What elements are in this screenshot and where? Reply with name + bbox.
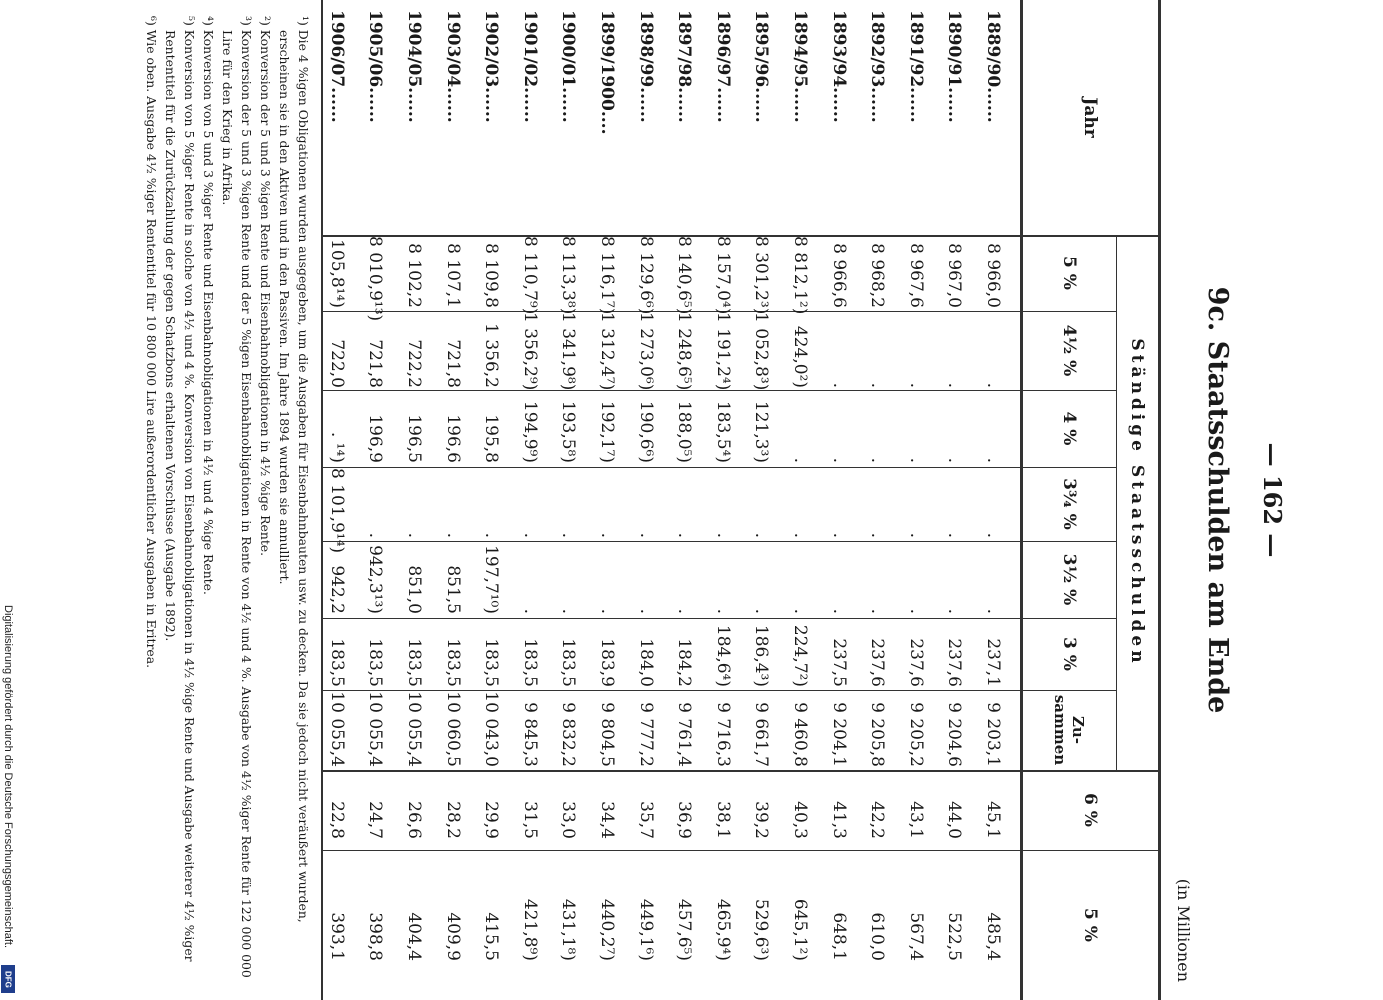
cell-c5b: 449,1⁶) <box>635 898 656 961</box>
cell-c35: . <box>674 608 695 614</box>
cell-c3: 237,6 <box>905 638 926 687</box>
cell-c5b: 485,4 <box>983 912 1003 961</box>
cell-c3: 183,5 <box>326 638 347 687</box>
cell-c5: 8 157,0⁴) <box>712 236 733 315</box>
cell-c3: 237,5 <box>828 638 849 687</box>
cell-c3: 237,6 <box>944 638 965 687</box>
cell-sum: 10 043,0 <box>481 691 502 767</box>
cell-c3: 184,2 <box>674 638 695 687</box>
cell-c6: 40,3 <box>790 801 810 839</box>
cell-sum: 10 055,4 <box>365 691 386 767</box>
footnotes <box>142 0 313 1000</box>
cell-year: 1897/98...... <box>674 10 695 123</box>
cell-c5: 105,8¹⁴) <box>326 239 347 308</box>
cell-c6: 36,9 <box>674 801 695 839</box>
cell-c3: 186,4³) <box>751 624 772 687</box>
cell-c4: 193,5⁸) <box>558 400 579 463</box>
table-row <box>393 0 434 1000</box>
cell-sum: 9 205,2 <box>905 702 926 767</box>
table-row <box>895 0 936 1000</box>
table-row <box>972 0 1013 1000</box>
header-5pct-b: 5 % <box>1080 908 1101 942</box>
cell-c35: . <box>828 608 849 614</box>
cell-c5: 8 109,8 <box>481 243 502 308</box>
cell-c4: . <box>905 457 926 463</box>
cell-c6: 38,1 <box>712 801 733 839</box>
cell-c45: 1 191,2⁴) <box>712 312 733 391</box>
cell-c3: 183,5 <box>519 638 540 687</box>
cell-c375: . <box>828 532 849 538</box>
cell-c45: 1 356,2 <box>481 323 502 388</box>
cell-c6: 45,1 <box>983 801 1003 839</box>
cell-sum: 9 845,3 <box>519 702 540 767</box>
cell-c5: 8 113,3⁸) <box>558 236 579 315</box>
cell-c4: 196,9 <box>365 414 386 463</box>
cell-c5: 8 010,9¹³) <box>365 236 386 322</box>
header-3-75pct: 3¾ % <box>1059 478 1080 530</box>
cell-c45: 1 273,0⁶) <box>635 312 656 391</box>
cell-sum: 10 055,4 <box>326 691 347 767</box>
cell-c45: 1 052,8³) <box>751 312 772 391</box>
cell-c3: 183,5 <box>404 638 424 687</box>
cell-c4: 194,9⁹) <box>519 400 540 463</box>
cell-c5b: 567,4 <box>905 912 926 961</box>
cell-c4: . ¹⁴) <box>326 431 347 463</box>
cell-c3: 183,5 <box>481 638 502 687</box>
cell-c6: 34,4 <box>597 801 617 839</box>
cell-c375: . <box>712 532 733 538</box>
cell-c375: . <box>983 532 1003 538</box>
cell-c45: . <box>867 382 888 388</box>
cell-year: 1891/92...... <box>905 10 926 123</box>
digitization-credit: Digitalisierung gefördert durch die Deutsche Forschungsgemeinschaft. <box>2 605 14 949</box>
table-row <box>586 0 627 1000</box>
cell-c375: . <box>790 532 810 538</box>
cell-year: 1906/07...... <box>326 10 347 123</box>
cell-year: 1899/1900.... <box>597 10 617 135</box>
cell-c3: 184,0 <box>635 638 656 687</box>
cell-year: 1902/03...... <box>481 10 502 123</box>
cell-c45: 721,8 <box>442 339 463 388</box>
cell-c5b: 398,8 <box>365 912 386 961</box>
cell-c375: . <box>519 532 540 538</box>
cell-c5b: 421,8⁹) <box>519 898 540 961</box>
cell-c45: 1 312,4⁷) <box>597 312 617 391</box>
cell-c375: . <box>751 532 772 538</box>
dfg-logo-icon: DFG <box>1 965 15 993</box>
page-subtitle: (in Millionen <box>1174 878 1193 982</box>
cell-sum: 10 055,4 <box>404 691 424 767</box>
cell-sum: 9 205,8 <box>867 702 888 767</box>
cell-c5: 8 968,2 <box>867 243 888 308</box>
cell-c35: . <box>597 608 617 614</box>
cell-c5: 8 301,2³) <box>751 236 772 315</box>
header-6pct: 6 % <box>1080 793 1101 827</box>
cell-sum: 9 716,3 <box>712 702 733 767</box>
cell-c4: . <box>828 457 849 463</box>
cell-sum: 10 060,5 <box>442 691 463 767</box>
cell-c4: 190,6⁶) <box>635 400 656 463</box>
cell-c5b: 409,9 <box>442 912 463 961</box>
cell-c4: 183,5⁴) <box>712 400 733 463</box>
cell-c35: 851,0 <box>404 565 424 614</box>
cell-c5b: 393,1 <box>326 912 347 961</box>
cell-c6: 22,8 <box>326 801 347 839</box>
page-number: — 162 — <box>1258 442 1287 558</box>
table-row <box>740 0 781 1000</box>
cell-c5b: 404,4 <box>404 912 424 961</box>
cell-year: 1894/95...... <box>790 10 810 123</box>
header-5pct: 5 % <box>1059 256 1080 290</box>
cell-c375: . <box>442 532 463 538</box>
table-row <box>354 0 395 1000</box>
cell-c6: 24,7 <box>365 801 386 839</box>
cell-sum: 9 761,4 <box>674 702 695 767</box>
cell-c4: . <box>983 457 1003 463</box>
header-3-5pct: 3½ % <box>1059 553 1080 606</box>
cell-sum: 9 804,5 <box>597 702 617 767</box>
cell-year: 1900/01...... <box>558 10 579 123</box>
cell-c5b: 529,6³) <box>751 898 772 961</box>
cell-sum: 9 203,1 <box>983 702 1003 767</box>
cell-c35: . <box>790 608 810 614</box>
cell-c4: . <box>944 457 965 463</box>
cell-year: 1892/93...... <box>867 10 888 123</box>
cell-year: 1896/97...... <box>712 10 733 123</box>
footnote: ¹) Die 4 %igen Obligationen wurden ausgegeben, um die Ausgaben für Eisenbahnbauten usw. zu decken. Da sie jedoch nicht veräußert wurden, erscheinen sie in den Aktiven und in den Passiven. Im Jahre 1894 wurden sie annulliert. <box>277 16 311 923</box>
cell-c5: 8 967,6 <box>905 243 926 308</box>
cell-c35: 942,2 <box>326 565 347 614</box>
cell-c6: 33,0 <box>558 801 579 839</box>
cell-c375: . <box>674 532 695 538</box>
cell-c45: 1 341,9⁸) <box>558 312 579 391</box>
cell-c5: 8 966,6 <box>828 243 849 308</box>
cell-year: 1895/96...... <box>751 10 772 123</box>
cell-c45: . <box>944 382 965 388</box>
cell-c5: 8 966,0 <box>983 243 1003 308</box>
cell-c6: 43,1 <box>905 801 926 839</box>
cell-year: 1890/91...... <box>944 10 965 123</box>
cell-c6: 26,6 <box>404 801 424 839</box>
cell-c35: 197,7¹⁰) <box>481 545 502 614</box>
cell-c6: 35,7 <box>635 801 656 839</box>
cell-sum: 9 777,2 <box>635 702 656 767</box>
cell-c35: . <box>635 608 656 614</box>
table-row <box>779 0 820 1000</box>
cell-c45: 722,0 <box>326 339 347 388</box>
cell-c5: 8 110,7⁹) <box>519 236 540 315</box>
cell-c5: 8 107,1 <box>442 243 463 308</box>
cell-c4: 192,1⁷) <box>597 400 617 463</box>
cell-c5b: 648,1 <box>828 912 849 961</box>
header-year: Jahr <box>1080 97 1101 138</box>
cell-c35: . <box>983 608 1003 614</box>
cell-year: 1904/05...... <box>404 10 424 123</box>
cell-c4: 196,5 <box>404 414 424 463</box>
cell-c5: 8 116,1⁷) <box>597 236 617 315</box>
cell-sum: 9 832,2 <box>558 702 579 767</box>
cell-c375: 8 101,9¹⁴) <box>326 468 347 554</box>
group-header: Ständige Staatsschulden <box>1127 338 1147 667</box>
header-sum: Zu-sammen <box>1051 694 1088 766</box>
cell-c375: . <box>944 532 965 538</box>
cell-c5b: 610,0 <box>867 912 888 961</box>
table-row <box>547 0 588 1000</box>
cell-c45: . <box>983 382 1003 388</box>
cell-sum: 9 204,1 <box>828 702 849 767</box>
footnote: ²) Konversion der 5 und 3 %igen Rente und Eisenbahnobligationen in 4½ %ige Rente. <box>258 16 273 557</box>
table-row <box>702 0 743 1000</box>
cell-sum: 9 661,7 <box>751 702 772 767</box>
cell-c4: . <box>790 457 810 463</box>
cell-c35: . <box>905 608 926 614</box>
cell-c3: 184,6⁴) <box>712 624 733 687</box>
cell-c45: 721,8 <box>365 339 386 388</box>
cell-c35: 851,5 <box>442 565 463 614</box>
cell-c5: 8 129,6⁶) <box>635 236 656 315</box>
cell-c375: . <box>558 532 579 538</box>
cell-c45: 1 356,2⁹) <box>519 312 540 391</box>
cell-c5b: 465,9⁴) <box>712 898 733 961</box>
cell-c35: . <box>558 608 579 614</box>
cell-year: 1889/90...... <box>983 10 1003 123</box>
cell-c5: 8 812,1²) <box>790 236 810 315</box>
cell-c3: 237,6 <box>867 638 888 687</box>
cell-c35: . <box>519 608 540 614</box>
cell-c6: 42,2 <box>867 801 888 839</box>
table-row <box>663 0 704 1000</box>
cell-c375: . <box>867 532 888 538</box>
cell-c3: 237,1 <box>983 638 1003 687</box>
cell-c4: 121,3³) <box>751 400 772 463</box>
cell-c6: 28,2 <box>442 801 463 839</box>
cell-c3: 183,9 <box>597 638 617 687</box>
cell-c375: . <box>481 532 502 538</box>
cell-c4: 196,6 <box>442 414 463 463</box>
table-row <box>470 0 511 1000</box>
cell-c45: 1 248,6⁵) <box>674 312 695 391</box>
cell-c4: 195,8 <box>481 414 502 463</box>
cell-c6: 29,9 <box>481 801 502 839</box>
cell-c4: . <box>867 457 888 463</box>
table-row <box>509 0 550 1000</box>
cell-c375: . <box>635 532 656 538</box>
cell-c6: 39,2 <box>751 801 772 839</box>
cell-c375: . <box>597 532 617 538</box>
cell-c5: 8 102,2 <box>404 243 424 308</box>
footnote: ⁴) Konversion von 5 und 3 %iger Rente und Eisenbahnobligationen in 4½ und 4 %ige Rente. <box>201 16 216 595</box>
cell-c375: . <box>365 532 386 538</box>
cell-sum: 9 460,8 <box>790 702 810 767</box>
cell-c3: 183,5 <box>365 638 386 687</box>
footnote: ³) Konversion der 5 und 3 %igen Rente und der 5 %igen Eisenbahnobligationen in Rente von 4½ und 4 %. Ausgabe von 4½ %iger Rente für 122 000 000 Lire für den Krieg in Afrika. <box>220 16 254 978</box>
page-title: 9c. Staatsschulden am Ende <box>1202 286 1233 714</box>
cell-c45: 424,0²) <box>790 325 810 388</box>
cell-c375: . <box>404 532 424 538</box>
cell-c5b: 415,5 <box>481 912 502 961</box>
cell-c5b: 522,5 <box>944 912 965 961</box>
cell-year: 1903/04...... <box>442 10 463 123</box>
table-row <box>856 0 897 1000</box>
cell-c35: . <box>712 608 733 614</box>
cell-c6: 41,3 <box>828 801 849 839</box>
table-row <box>624 0 665 1000</box>
cell-c6: 31,5 <box>519 801 540 839</box>
footnote: ⁶) Wie oben. Ausgabe 4½ %iger Rententitel für 10 800 000 Lire außerordentlicher Ausgaben in Eritrea. <box>144 16 159 669</box>
cell-c5: 8 967,0 <box>944 243 965 308</box>
table-row <box>817 0 858 1000</box>
cell-c45: . <box>905 382 926 388</box>
cell-c5b: 457,6⁵) <box>674 898 695 961</box>
cell-c5b: 645,1²) <box>790 898 810 961</box>
cell-c375: . <box>905 532 926 538</box>
table-row <box>933 0 974 1000</box>
header-3pct: 3 % <box>1059 637 1080 671</box>
cell-c3: 183,5 <box>558 638 579 687</box>
footnote: ⁵) Konversion von 5 %iger Rente in solche von 4½ und 4 %. Konversion von Eisenbahnobligationen in 4½ %ige Rente und Ausgabe weiterer 4½ %iger Rententitel für die Zurückzahlung der gegen Schatzbons erhaltenen Vorschüsse (Ausgabe 1892). <box>163 16 197 962</box>
cell-year: 1898/99...... <box>635 10 656 123</box>
table-row <box>431 0 472 1000</box>
cell-sum: 9 204,6 <box>944 702 965 767</box>
header-4pct: 4 % <box>1059 411 1080 446</box>
cell-year: 1905/06...... <box>365 10 386 123</box>
cell-c4: 188,0⁵) <box>674 400 695 463</box>
cell-c35: . <box>867 608 888 614</box>
cell-c3: 224,7²) <box>790 624 810 687</box>
cell-year: 1893/94...... <box>828 10 849 123</box>
cell-c5b: 440,2⁷) <box>597 898 617 961</box>
cell-c45: 722,2 <box>404 339 424 388</box>
cell-c35: 942,3¹³) <box>365 545 386 614</box>
cell-c45: . <box>828 382 849 388</box>
cell-year: 1901/02...... <box>519 10 540 123</box>
header-4-5pct: 4½ % <box>1059 324 1080 377</box>
table-row <box>316 0 357 1000</box>
cell-c3: 183,5 <box>442 638 463 687</box>
cell-c5: 8 140,6⁵) <box>674 236 695 315</box>
cell-c6: 44,0 <box>944 801 965 839</box>
cell-c5b: 431,1⁸) <box>558 898 579 961</box>
cell-c35: . <box>944 608 965 614</box>
cell-c35: . <box>751 608 772 614</box>
